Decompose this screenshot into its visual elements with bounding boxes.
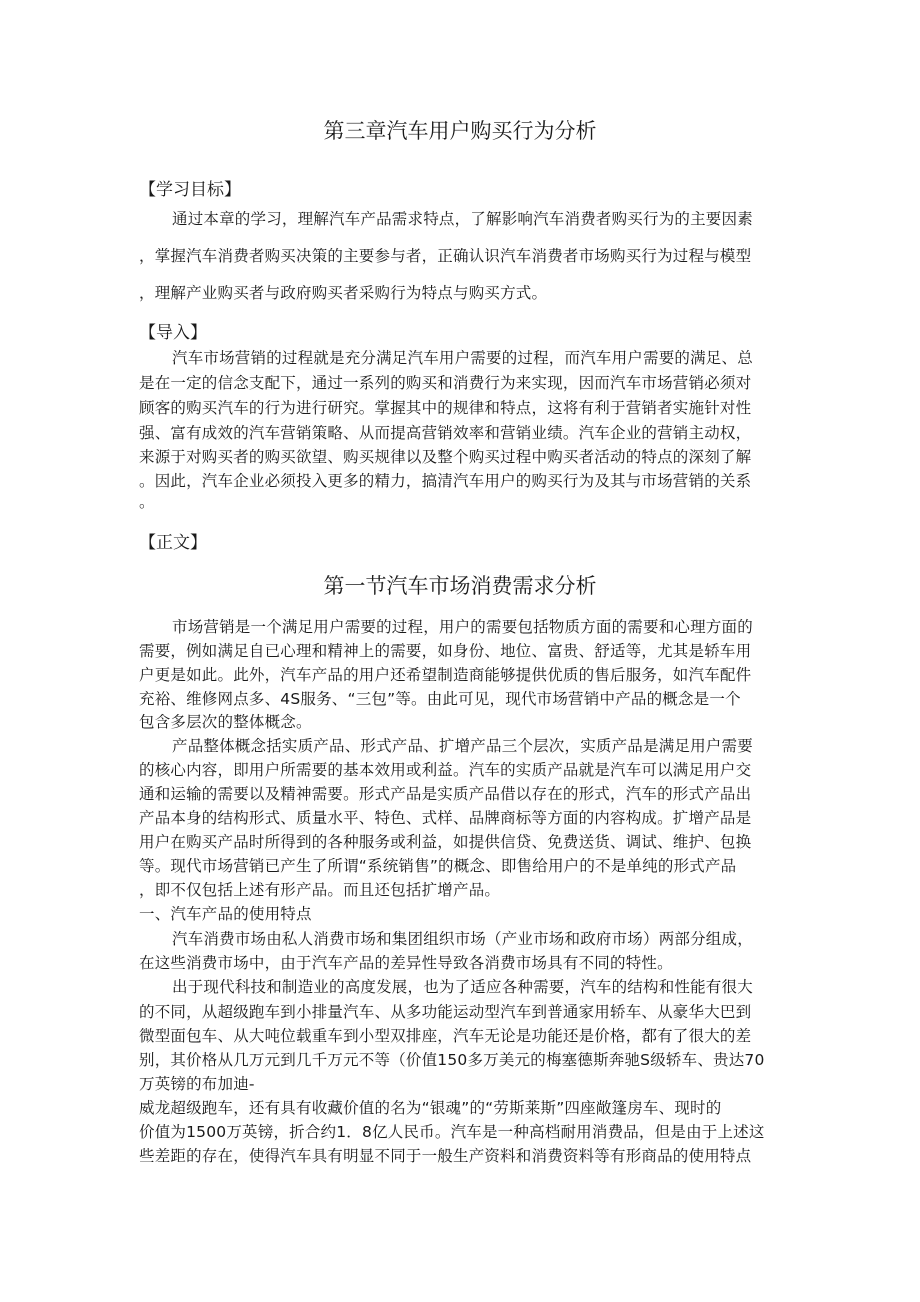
body-line: 微型面包车、从大吨位载重车到小型双排座，汽车无论是功能还是价格，都有了很大的差 [139, 1027, 752, 1045]
body-line: 些差距的存在，使得汽车具有明显不同于一般生产资料和消费资料等有形商品的使用特点 [139, 1147, 752, 1165]
intro-line: 是在一定的信念支配下，通过一系列的购买和消费行为来实现，因而汽车市场营销必须对 [139, 374, 752, 392]
body-line: 出于现代科技和制造业的高度发展，也为了适应各种需要，汽车的结构和性能有很大 [172, 978, 753, 996]
intro-line: 。因此，汽车企业必须投入更多的精力，搞清汽车用户的购买行为及其与市场营销的关系 [139, 472, 752, 490]
body-line: 的核心内容，即用户所需要的基本效用或利益。汽车的实质产品就是汽车可以满足用户交 [139, 761, 752, 779]
body-line: 等。现代市场营销已产生了所谓“系统销售”的概念、即售给用户的不是单纯的形式产品 [139, 857, 737, 875]
body-label: 【正文】 [139, 533, 207, 553]
intro-line: 强、富有成效的汽车营销策略、从而提高营销效率和营销业绩。汽车企业的营销主动权， [139, 424, 752, 442]
body-line: 市场营销是一个满足用户需要的过程，用户的需要包括物质方面的需要和心理方面的 [172, 618, 753, 636]
body-line: 别，其价格从几万元到几千万元不等（价值150多万美元的梅塞德斯奔驰S级轿车、贵达70 [139, 1051, 765, 1069]
body-line: 需要，例如满足自已心理和精神上的需要，如身份、地位、富贵、舒适等，尤其是轿车用 [139, 642, 752, 660]
body-line: 价值为1500万英镑，折合约1．8亿人民币。汽车是一种高档耐用消费品，但是由于上述这 [139, 1123, 765, 1141]
body-line: 包含多层次的整体概念。 [139, 713, 312, 731]
body-line: 充裕、维修网点多、4S服务、“三包”等。由此可见，现代市场营销中产品的概念是一个 [139, 690, 741, 708]
study-goal-line: 通过本章的学习，理解汽车产品需求特点，了解影响汽车消费者购买行为的主要因素 [172, 210, 753, 228]
study-goal-line: ，掌握汽车消费者购买决策的主要参与者，正确认识汽车消费者市场购买行为过程与模型 [139, 247, 752, 265]
section-title: 第一节汽车市场消费需求分析 [323, 574, 597, 598]
intro-line: 来源于对购买者的购买欲望、购买规律以及整个购买过程中购买者活动的特点的深刻了解 [139, 448, 752, 466]
subheading: 一、汽车产品的使用特点 [139, 905, 312, 923]
intro-line: 。 [139, 493, 155, 511]
body-line: 户更是如此。此外，汽车产品的用户还希望制造商能够提供优质的售后服务，如汽车配件 [139, 666, 752, 684]
intro-line: 顾客的购买汽车的行为进行研究。掌握其中的规律和特点，这将有利于营销者实施针对性 [139, 399, 752, 417]
body-line: ，即不仅包括上述有形产品。而且还包括扩增产品。 [139, 881, 501, 899]
body-line: 的不同，从超级跑车到小排量汽车、从多功能运动型汽车到普通家用轿车、从豪华大巴到 [139, 1003, 752, 1021]
body-line: 在这些消费市场中，由于汽车产品的差异性导致各消费市场具有不同的特性。 [139, 954, 673, 972]
study-goal-line: ，理解产业购买者与政府购买者采购行为特点与购买方式。 [139, 284, 548, 302]
body-line: 威龙超级跑车，还有具有收藏价值的名为“银魂”的“劳斯莱斯”四座敞篷房车、现时的 [139, 1099, 722, 1117]
body-line: 万英镑的布加迪- [139, 1075, 255, 1093]
body-line: 通和运输的需要以及精神需要。形式产品是实质产品借以存在的形式，汽车的形式产品出 [139, 785, 752, 803]
body-line: 用户在购买产品时所得到的各种服务或利益，如提供信贷、免费送货、调试、维护、包换 [139, 833, 752, 851]
study-goal-label: 【学习目标】 [139, 180, 241, 200]
body-line: 汽车消费市场由私人消费市场和集团组织市场（产业市场和政府市场）两部分组成， [172, 930, 753, 948]
body-line: 产品本身的结构形式、质量水平、特色、式样、品牌商标等方面的内容构成。扩增产品是 [139, 809, 752, 827]
body-line: 产品整体概念括实质产品、形式产品、扩增产品三个层次，实质产品是满足用户需要 [172, 737, 753, 755]
chapter-title: 第三章汽车用户购买行为分析 [323, 119, 597, 143]
intro-label: 【导入】 [139, 323, 207, 343]
intro-line: 汽车市场营销的过程就是充分满足汽车用户需要的过程，而汽车用户需要的满足、总 [172, 349, 753, 367]
